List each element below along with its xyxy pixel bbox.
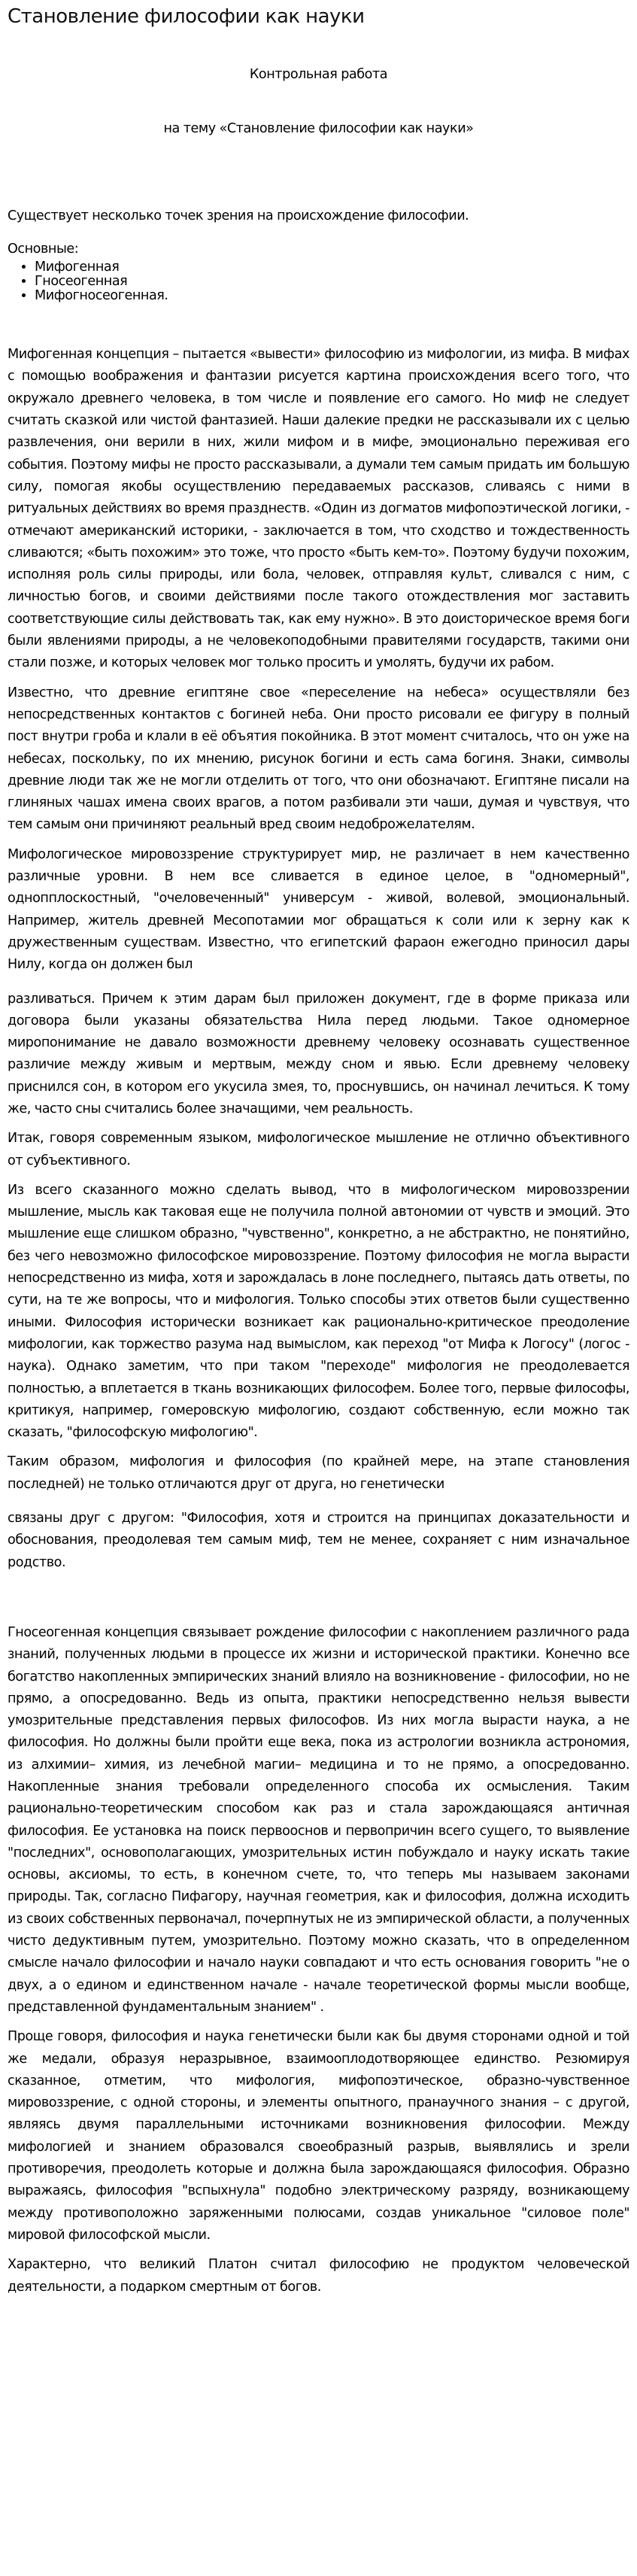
paragraph-mythogenic: Мифогенная концепция – пытается «вывести» философию из мифологии, из мифа. В мифах с помощью воображения и фантазии рисуется картина происхождения всего того, что окружало древнего человека, в том числе и появление его самого. Но миф не следует считать сказкой или чистой фантазией. Наши далекие предки не рассказывали их с целью развлечения, они верили в них, жили мифом и в мифе, эмоционально переживая его события. Поэтому мифы не просто рассказывали, а думали тем самым придать им большую силу, помогая якобы осуществлению передаваемых рассказов, сливаясь с ними в ритуальных действиях во время празднеств. «Один из догматов мифопоэтической логики, - отмечают американский историки, - заключается в том, что сходство и тождественность сливаются; «быть похожим» это тоже, что просто «быть кем-то». Поэтому будучи похожим, исполняя роль силы природы, или бола, человек, отправляя культ, сливался с ним, с личностью богов, и своими действиями после такого отождествления мог заставить соответствующие силы действовать так, как ему нужно». В это доисторическое время боги были явлениями природы, а не человекоподобными правителями государств, такими они стали позже, и которых человек мог только просить и умолять, будучи их рабом. bbox=[8, 347, 629, 671]
paragraph-nile: разливаться. Причем к этим дарам был приложен документ, где в форме приказа или договора были указаны обязательства Нила перед людьми. Такое одномерное миропонимание не давало возможности древнему человеку осознавать существенное различие между живым и мертвым, между сном и явью. Если древнему человеку приснился сон, в котором его укусила змея, то, проснувшись, он начинал лечиться. К тому же, часто сны считались более значащими, чем реальность. bbox=[8, 991, 629, 1116]
paragraph-so: Итак, говоря современным языком, мифологическое мышление не отлично объективного от субъективного. bbox=[8, 1131, 629, 1168]
list-item: • Мифогносеогенная. bbox=[35, 289, 629, 303]
paragraph-plato: Характерно, что великий Платон считал философию не продуктом человеческой деятельности, а подарком смертным от богов. bbox=[8, 2257, 629, 2295]
paragraph-simpler: Проще говоря, философия и наука генетически были как бы двумя сторонами одной и той же медали, образуя неразрывное, взаимооплодотворяющее единство. Резюмируя сказанное, отметим, что мифология, мифопоэтическое, образно-чувственное мировоззрение, с одной стороны, и элементы опытного, пранаучного знания – с другой, являясь двумя параллельными источниками возникновения философии. Между мифологией и знанием образовался своеобразный разрыв, выявлялись и зрели противоречия, преодолеть которые и должна была зарождающаяся философия. Образно выражаясь, философия "вспыхнула" подобно электрическому разряду, возникающему между противоположно заряженными полюсами, создав уникальное "силовое поле" мировой философской мысли. bbox=[8, 2029, 629, 2243]
spacer bbox=[8, 1120, 629, 1128]
document-subtitle: Контрольная работа bbox=[249, 67, 388, 82]
spacer bbox=[8, 675, 629, 682]
document-topic: на тему «Становление философии как науки» bbox=[163, 121, 474, 137]
paragraph-gnoseogenic: Гносеогенная концепция связывает рождение философии с накоплением различного рада знаний, полученных людьми в процессе их жизни и исторической практики. Конечно все богатство накопленных эмпирических знаний влияло на возникновение - философии, но не прямо, а опосредованно. Ведь из опыта, практики непосредственно нельзя вывести умозрительные представления первых философов. Из них могла вырасти наука, а не философия. Но должны были пройти еще века, пока из астрологии возникла астрономия, из алхимии– химия, из лечебной магии– медицина и то не прямо, а опосредованно. Накопленные знания требовали определенного способа их осмысления. Таким рационально-теоретическим способом как раз и стала зарождающаяся античная философия. Ее установка на поиск первооснов и первопричин всего сущего, то выявление "последних", основополагающих, умозрительных истин побуждало и науку искать такие основы, аксиомы, то есть, в конечном счете, то, что теперь мы называем законами природы. Так, согласно Пифагору, научная геометрия, как и философия, должна исходить из своих собственных первоначал, почерпнутых не из эмпирической области, а полученных чисто дедуктивным путем, умозрительно. Поэтому можно сказать, что в определенном смысле начало философии и начало науки совпадают и что есть основания говорить "не о двух, а о едином и единственном начале - начале теоретической формы мысли вообще, представленной фундаментальным знанием" . bbox=[8, 1624, 629, 2015]
intro-sentence: Существует несколько точек зрения на происхождение философии. bbox=[8, 208, 469, 223]
list-item: • Гносеогенная bbox=[35, 275, 629, 289]
spacer bbox=[8, 977, 629, 989]
list-item: • Мифогенная bbox=[35, 260, 629, 275]
paragraph-worldview: Мифологическое мировоззрение структурирует мир, не различает в нем качественно различные уровни. В нем все сливается в единое целое, в "одномерный", однопплоскостный, "очеловеченный" универсум - живой, волевой, эмоциональный. Например, житель древней Месопотамии мог обращаться к соли или к зерну как к дружественным существам. Известно, что египетский фараон ежегодно приносил дары Нилу, когда он должен был bbox=[8, 846, 629, 973]
spacer bbox=[8, 1496, 629, 1508]
spacer bbox=[8, 1444, 629, 1451]
list-label: Основные: bbox=[8, 241, 79, 257]
spacer bbox=[8, 303, 629, 344]
concepts-list bbox=[8, 260, 629, 303]
paragraph-egyptians: Известно, что древние египтяне свое «переселение на небеса» осуществляли без непосредственных контактов с богиней неба. Они просто рисовали ее фигуру в полный пост внутри гроба и клали в её объятия покойника. В этот момент считалось, что он уже на небесах, поскольку, по их мнению, рисунок богини и есть сама богиня. Знаки, символы древние люди так же не могли отделить от того, что они обозначают. Египтяне писали на глиняных чашах имена своих врагов, а потом разбивали эти чаши, думая и чувствуя, что тем самым они причиняют реальный вред своим недоброжелателям. bbox=[8, 685, 629, 833]
document-title: Становление философии как науки bbox=[8, 5, 365, 28]
paragraph-connected: связаны друг с другом: "Философия, хотя и строится на принципах доказательности и обоснования, преодолевая тем самым миф, тем не менее, сохраняет с ним изначальное родство. bbox=[8, 1511, 629, 1570]
spacer bbox=[8, 1172, 629, 1180]
spacer bbox=[8, 837, 629, 844]
spacer bbox=[8, 2246, 629, 2254]
paragraph-conclusion: Из всего сказанного можно сделать вывод, что в мифологическом мировоззрении мышление, мысль как таковая еще не получила полной автономии от чувств и эмоций. Это мышление еще слишком образно, "чувственно", конкретно, а не абстрактно, не понятийно, без чего невозможно философское мировоззрение. Поэтому философия не могла вырасти непосредственно из мифа, хотя и зарождалась в лоне последнего, пытаясь дать ответы, по сути, на те же вопросы, что и мифология. Только способы этих ответов были существенно иными. Философия исторически возникает как рационально-критическое преодоление мифологии, как торжество разума над вымыслом, как переход "от Мифа к Логосу" (логос - наука). Однако заметим, что при таком "переходе" мифология не преодолевается полностью, а вплетается в ткань возникающих философем. Более того, первые философы, критикуя, например, гомеровскую мифологию, создают собственную, если можно так сказать, "философскую мифологию". bbox=[8, 1182, 629, 1441]
spacer bbox=[8, 1574, 629, 1622]
paragraph-thus: Таким образом, мифология и философия (по крайней мере, на этапе становления последней) не только отличаются друг от друга, но генетически bbox=[8, 1454, 629, 1492]
spacer bbox=[8, 2019, 629, 2026]
